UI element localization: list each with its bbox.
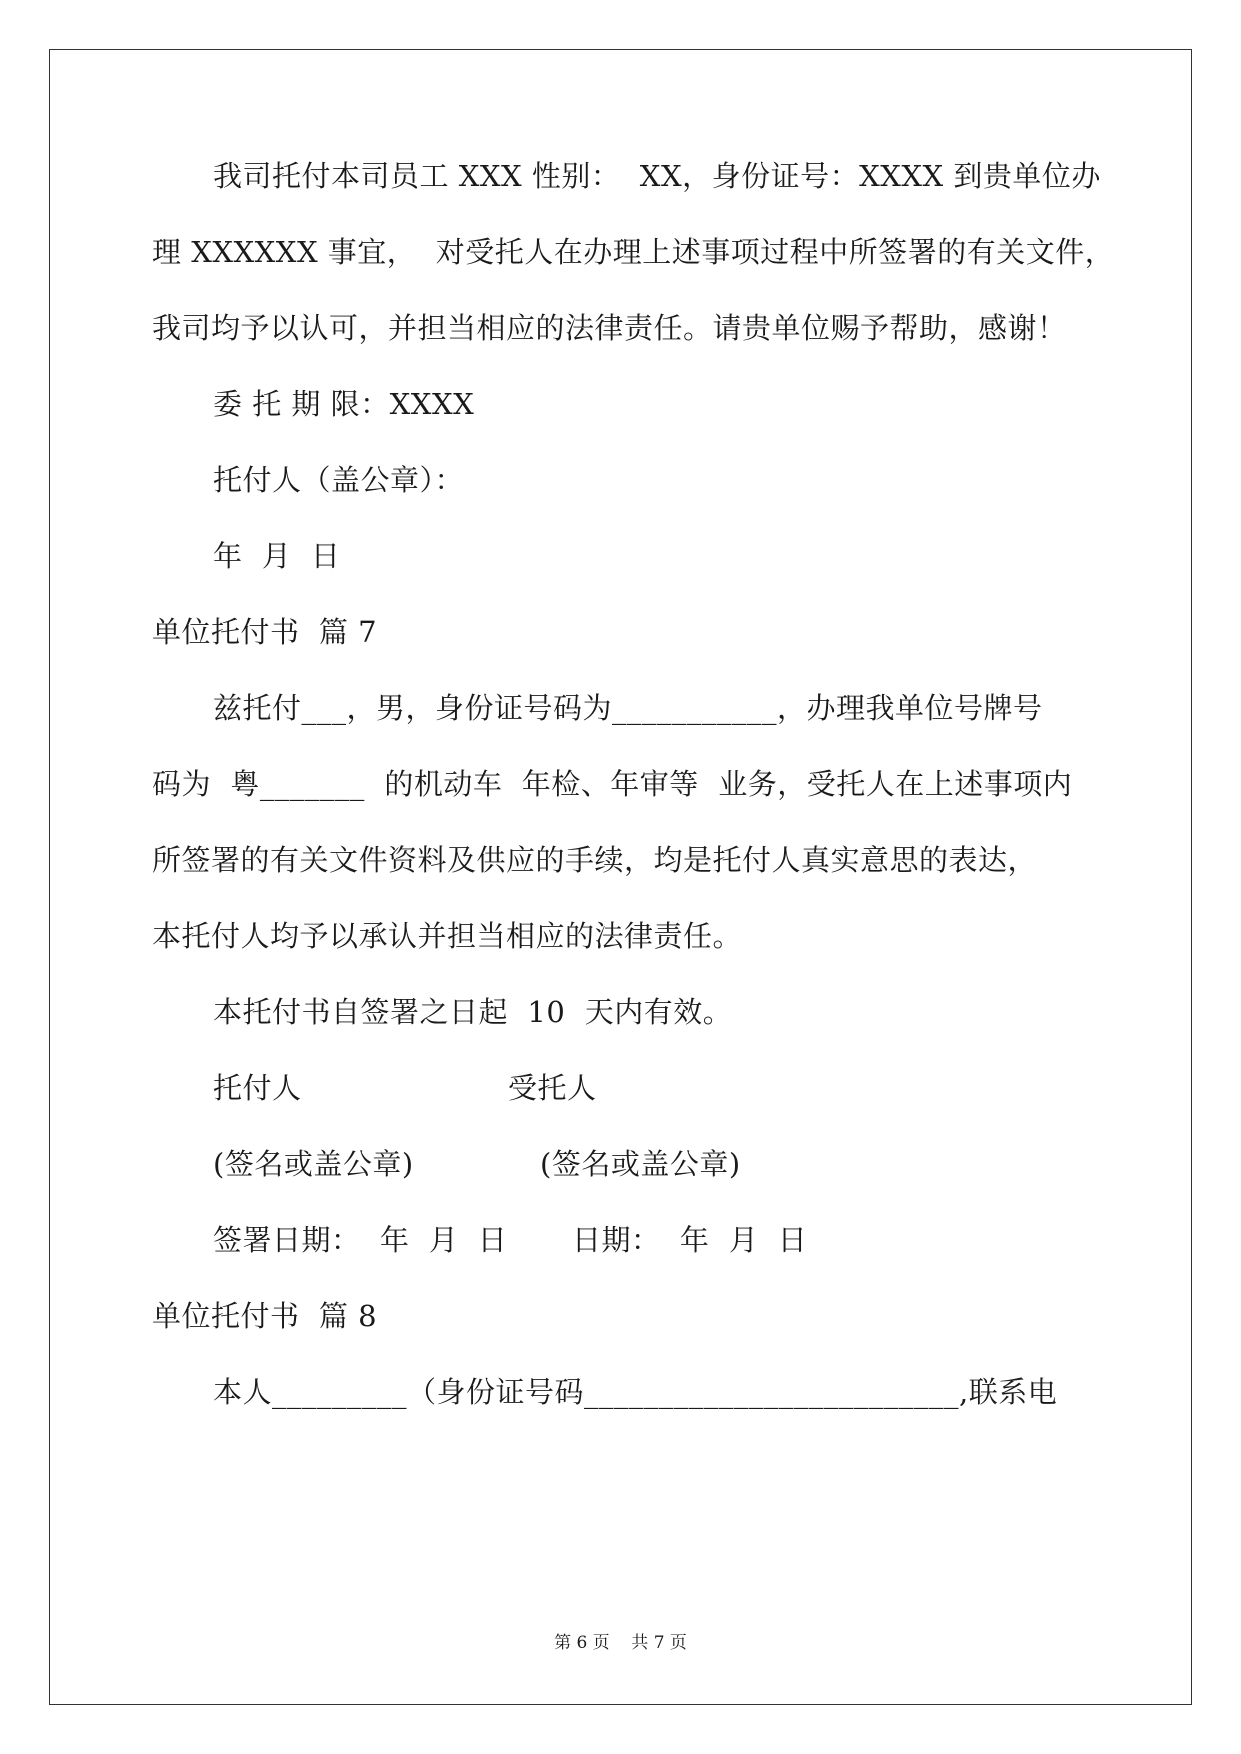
paragraph2-line2: 码为 粤_______ 的机动车 年检、年审等 业务，受托人在上述事项内 [152,767,1073,801]
validity-line: 本托付书自签署之日起 10 天内有效。 [213,995,733,1029]
principal-sign-label: (签名或盖公章) [213,1147,414,1181]
paragraph1-line1: 我司托付本司员工 XXX 性别： XX，身份证号：XXXX 到贵单位办 [213,159,1101,193]
agent-label: 受托人 [508,1071,597,1105]
section-heading-7: 单位托付书 篇 7 [152,615,378,649]
principal-seal-line: 托付人（盖公章）： [213,463,465,497]
term-line: 委 托 期 限：XXXX [213,387,475,421]
paragraph2-line3: 所签署的有关文件资料及供应的手续，均是托付人真实意思的表达， [152,843,1038,877]
section-heading-8: 单位托付书 篇 8 [152,1299,378,1333]
paragraph3-line1: 本人_________（身份证号码_________________________,联系电 [213,1375,1058,1409]
agent-sign-label: (签名或盖公章) [540,1147,741,1181]
date-blank-line: 年 月 日 [213,539,341,573]
principal-date-line: 签署日期： 年 月 日 [213,1223,508,1257]
principal-label: 托付人 [213,1071,302,1105]
paragraph2-line1: 兹托付___，男，身份证号码为___________，办理我单位号牌号 [213,691,1043,725]
page-footer: 第 6 页 共 7 页 [554,1633,687,1653]
paragraph1-line2: 理 XXXXXX 事宜， 对受托人在办理上述事项过程中所签署的有关文件， [152,235,1115,269]
paragraph2-line4: 本托付人均予以承认并担当相应的法律责任。 [152,919,743,953]
agent-date-line: 日期： 年 月 日 [572,1223,808,1257]
paragraph1-line3: 我司均予以认可，并担当相应的法律责任。请贵单位赐予帮助，感谢！ [152,311,1067,345]
